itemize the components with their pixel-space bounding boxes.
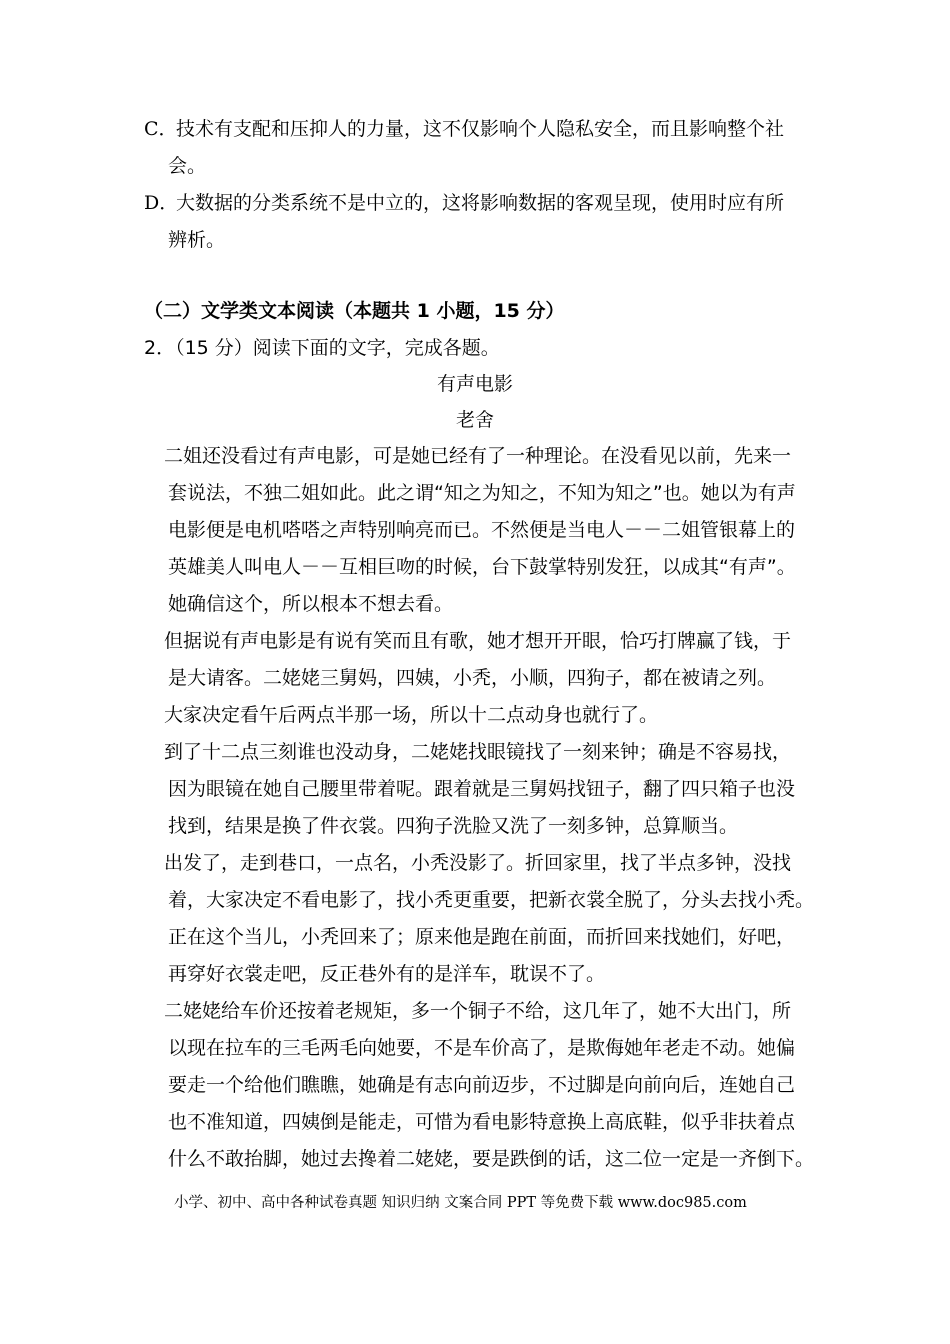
story-line: 以现在拉车的三毛两毛向她要，不是车价高了，是欺侮她年老走不动。她偏 — [168, 1037, 796, 1059]
story-line: 她确信这个，所以根本不想去看。 — [168, 593, 454, 615]
story-author: 老舍 — [455, 409, 494, 431]
story-line: 二姥姥给车价还按着老规矩，多一个铜子不给，这几年了，她不大出门，所 — [164, 1000, 792, 1022]
story-line: 什么不敢抬脚，她过去搀着二姥姥，要是跌倒的话，这二位一定是一齐倒下。 — [168, 1148, 815, 1170]
option-c-text: 技术有支配和压抑人的力量，这不仅影响个人隐私安全，而且影响整个社 — [176, 118, 785, 140]
option-d-text: 大数据的分类系统不是中立的，这将影响数据的客观呈现，使用时应有所 — [176, 192, 785, 214]
story-line: 找到，结果是换了件衣裳。四狗子洗脸又洗了一刻多钟，总算顺当。 — [168, 815, 739, 837]
story-line: 也不准知道，四姨倒是能走，可惜为看电影特意换上高底鞋，似乎非扶着点 — [168, 1111, 796, 1133]
story-line: 要走一个给他们瞧瞧，她确是有志向前迈步，不过脚是向前向后，连她自己 — [168, 1074, 796, 1096]
story-line: 正在这个当儿，小秃回来了；原来他是跑在前面，而折回来找她们，好吧， — [168, 926, 796, 948]
story-line: 套说法，不独二姐如此。此之谓“知之为知之，不知为知之”也。她以为有声 — [168, 482, 796, 504]
story-line: 再穿好衣裳走吧，反正巷外有的是洋车，耽误不了。 — [168, 963, 606, 985]
story-line: 着，大家决定不看电影了，找小秃更重要，把新衣裳全脱了，分头去找小秃。 — [168, 889, 815, 911]
option-d-text-cont: 辨析。 — [168, 229, 226, 251]
option-c-text-cont: 会。 — [168, 155, 207, 177]
story-line: 大家决定看午后两点半那一场，所以十二点动身也就行了。 — [164, 704, 659, 726]
story-title: 有声电影 — [436, 373, 513, 395]
story-line: 因为眼镜在她自己腰里带着呢。跟着就是三舅妈找钮子，翻了四只箱子也没 — [168, 778, 796, 800]
question-prompt: 2．（15 分）阅读下面的文字，完成各题。 — [144, 337, 500, 359]
story-line: 二姐还没看过有声电影，可是她已经有了一种理论。在没看见以前，先来一 — [164, 445, 792, 467]
option-c-letter: C． — [144, 118, 178, 140]
footer-notice: 小学、初中、高中各种试卷真题 知识归纳 文案合同 PPT 等免费下载 www.doc985.com — [174, 1195, 747, 1211]
story-line: 到了十二点三刻谁也没动身，二姥姥找眼镜找了一刻来钟；确是不容易找， — [164, 741, 792, 763]
story-line: 出发了，走到巷口，一点名，小秃没影了。折回家里，找了半点多钟，没找 — [164, 852, 792, 874]
story-line: 是大请客。二姥姥三舅妈，四姨，小秃，小顺，四狗子，都在被请之列。 — [168, 667, 777, 689]
story-line: 电影便是电机嗒嗒之声特别响亮而已。不然便是当电人－－二姐管银幕上的 — [168, 519, 796, 541]
option-d-letter: D． — [144, 192, 179, 214]
story-line: 英雄美人叫电人－－互相巨吻的时候，台下鼓掌特别发狂，以成其“有声”。 — [168, 556, 796, 578]
section-heading: （二）文学类文本阅读（本题共 1 小题，15 分） — [144, 300, 565, 322]
story-line: 但据说有声电影是有说有笑而且有歌，她才想开开眼，恰巧打牌赢了钱，于 — [164, 630, 792, 652]
